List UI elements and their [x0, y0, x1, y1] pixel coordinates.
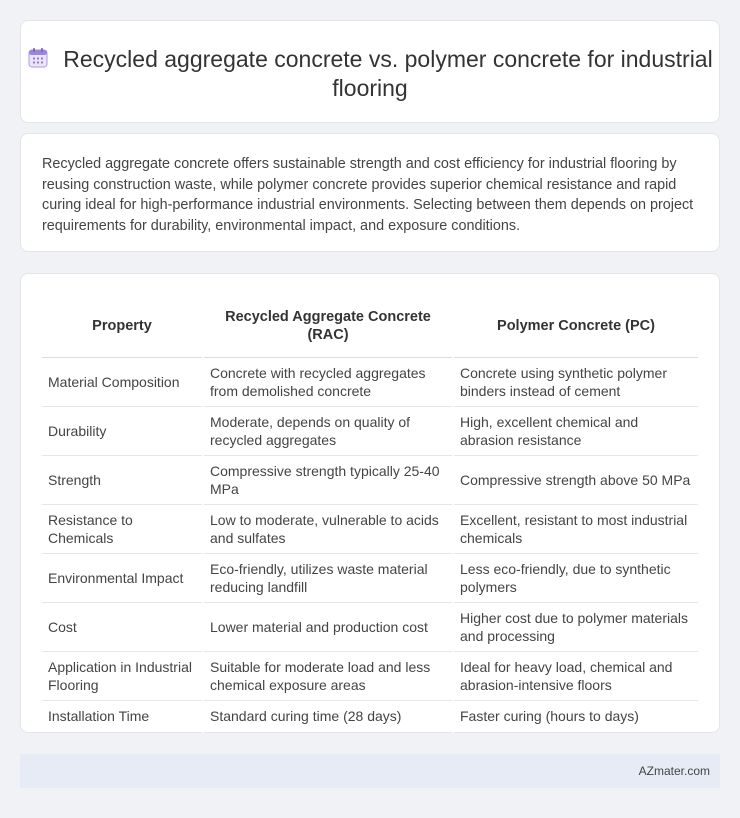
rac-cell: Lower material and production cost	[203, 602, 453, 651]
rac-cell: Compressive strength typically 25-40 MPa	[203, 455, 453, 504]
property-cell: Environmental Impact	[42, 553, 203, 602]
page-title-text: Recycled aggregate concrete vs. polymer concrete for industrial flooring	[63, 46, 713, 101]
rac-cell: Concrete with recycled aggregates from demolished concrete	[203, 357, 453, 406]
header-pc: Polymer Concrete (PC)	[453, 295, 698, 357]
table-row	[42, 406, 698, 455]
property-cell: Material Composition	[42, 357, 203, 406]
table-row	[42, 455, 698, 504]
table-row	[42, 700, 698, 732]
summary-text: Recycled aggregate concrete offers sustainable strength and cost efficiency for industrial flooring by reusing construction waste, while polymer concrete provides superior chemical resistance and rapid curing ideal for high-performance industrial environments. Selecting between them depends on project requirements for durability, environmental impact, and exposure conditions.	[42, 156, 694, 234]
pc-cell: Compressive strength above 50 MPa	[453, 455, 698, 504]
table-row	[42, 602, 698, 651]
table-row	[42, 504, 698, 553]
table-header-row	[42, 295, 698, 357]
footer	[20, 754, 720, 788]
pc-cell: Less eco-friendly, due to synthetic polymers	[453, 553, 698, 602]
property-cell: Installation Time	[42, 700, 203, 732]
property-cell: Cost	[42, 602, 203, 651]
property-cell: Durability	[42, 406, 203, 455]
page-title	[21, 45, 719, 103]
rac-cell: Low to moderate, vulnerable to acids and sulfates	[203, 504, 453, 553]
rac-cell: Eco-friendly, utilizes waste material reducing landfill	[203, 553, 453, 602]
footer-site-link[interactable]: AZmater.com	[638, 764, 710, 778]
rac-cell: Standard curing time (28 days)	[203, 700, 453, 732]
rac-cell: Suitable for moderate load and less chemical exposure areas	[203, 651, 453, 700]
calendar-icon	[27, 47, 49, 69]
title-card	[20, 20, 720, 123]
header-property: Property	[42, 295, 203, 357]
pc-cell: Concrete using synthetic polymer binders instead of cement	[453, 357, 698, 406]
property-cell: Resistance to Chemicals	[42, 504, 203, 553]
pc-cell: Faster curing (hours to days)	[453, 700, 698, 732]
property-cell: Strength	[42, 455, 203, 504]
table-row	[42, 357, 698, 406]
table-row	[42, 553, 698, 602]
table-card	[20, 273, 720, 733]
header-rac: Recycled Aggregate Concrete (RAC)	[203, 295, 453, 357]
property-cell: Application in Industrial Flooring	[42, 651, 203, 700]
table-row	[42, 651, 698, 700]
comparison-table	[42, 295, 698, 733]
summary-card	[20, 133, 720, 252]
rac-cell: Moderate, depends on quality of recycled aggregates	[203, 406, 453, 455]
pc-cell: High, excellent chemical and abrasion resistance	[453, 406, 698, 455]
pc-cell: Higher cost due to polymer materials and processing	[453, 602, 698, 651]
pc-cell: Ideal for heavy load, chemical and abrasion-intensive floors	[453, 651, 698, 700]
pc-cell: Excellent, resistant to most industrial chemicals	[453, 504, 698, 553]
